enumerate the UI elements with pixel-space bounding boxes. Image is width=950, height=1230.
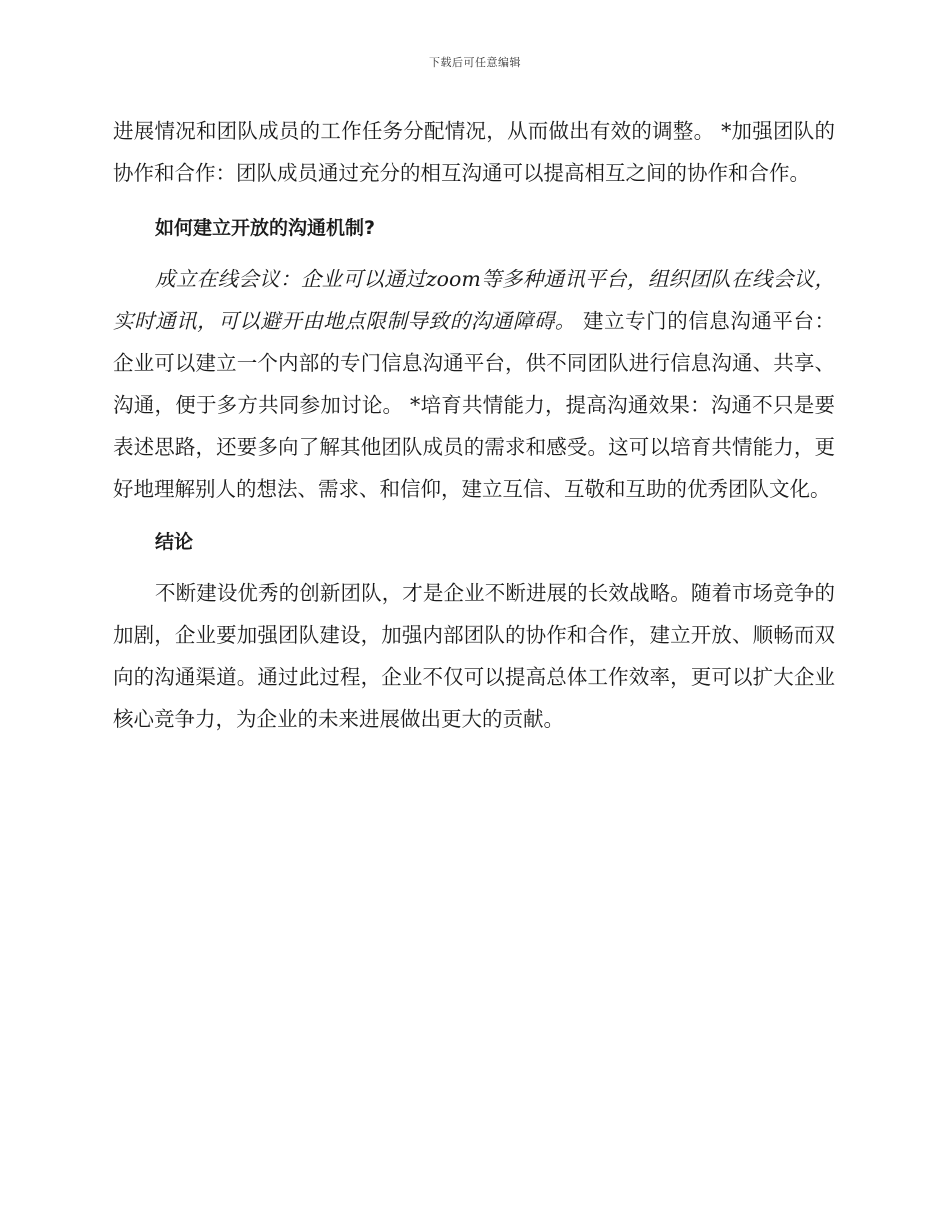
italic-text-online-meeting: 成立在线会议：企业可以通过zoom等多种通讯平台，组织团队在线会议，实时通讯，可以避开由地点限制导致的沟通障碍。 (113, 267, 835, 333)
paragraph-continuation: 进展情况和团队成员的工作任务分配情况，从而做出有效的调整。 *加强团队的协作和合作：团队成员通过充分的相互沟通可以提高相互之间的协作和合作。 (113, 119, 835, 185)
paragraph-communication-mechanism (113, 258, 835, 510)
document-body (113, 110, 835, 740)
section-heading-conclusion: 结论 (155, 531, 194, 553)
paragraph-conclusion: 不断建设优秀的创新团队，才是企业不断进展的长效战略。随着市场竞争的加剧，企业要加强团队建设，加强内部团队的协作和合作，建立开放、顺畅而双向的沟通渠道。通过此过程，企业不仅可以提高总体工作效率，更可以扩大企业核心竞争力，为企业的未来进展做出更大的贡献。 (113, 581, 835, 731)
page-header: 下载后可任意编辑 (429, 56, 521, 69)
section-heading-open-communication: 如何建立开放的沟通机制? (155, 217, 376, 239)
paragraph-text-platform: 建立专门的信息沟通平台：企业可以建立一个内部的专门信息沟通平台，供不同团队进行信息沟通、共享、沟通，便于多方共同参加讨论。 *培育共情能力，提高沟通效果：沟通不只是要表述思路，还要多向了解其他团队成员的需求和感受。这可以培育共情能力，更好地理解别人的想法、需求、和信仰，建立互信、互敬和互助的优秀团队文化。 (113, 309, 836, 501)
